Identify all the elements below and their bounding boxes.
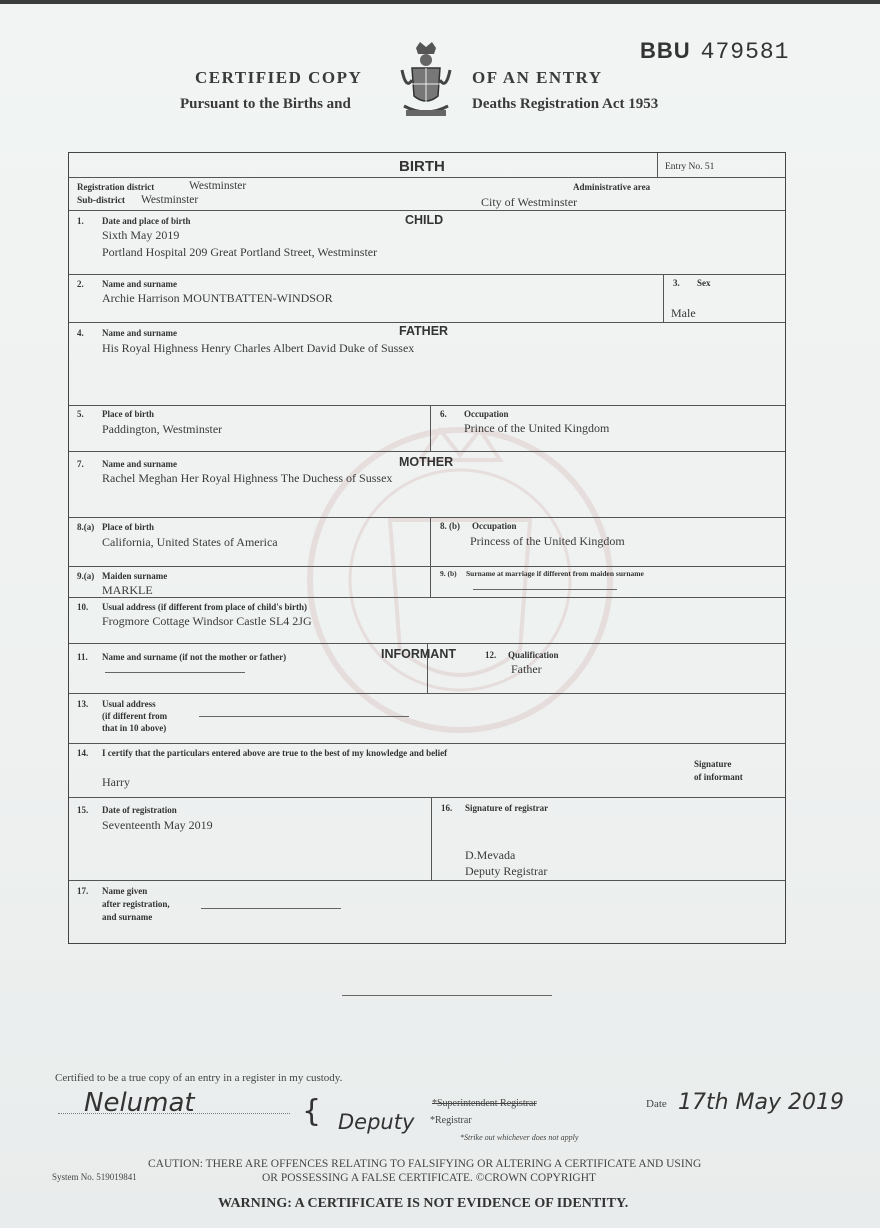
mother-birthplace-value: California, United States of America [102,535,278,549]
title-right: OF AN ENTRY [472,68,603,87]
field-13-number: 13. [77,699,89,709]
sub-district-label: Sub-district [77,196,126,206]
signature-informant-label-2: of informant [694,772,743,782]
name-given-label-1: Name given [102,886,148,896]
informant-address-label-1: Usual address [102,699,156,709]
date-of-birth-value: Sixth May 2019 [102,228,180,242]
superintendent-registrar: *Superintendent Registrar [432,1098,537,1109]
subtitle-left: Pursuant to the Births and [180,96,351,112]
certified-text: Certified to be a true copy of an entry in a register in my custody. [55,1072,343,1084]
caution-line-1: CAUTION: THERE ARE OFFENCES RELATING TO FALSIFYING OR ALTERING A CERTIFICATE AND USING [148,1158,702,1170]
field-16-number: 16. [441,803,453,813]
child-heading: CHILD [405,213,444,227]
mother-name-label: Name and surname [102,459,178,469]
registrar-signature-label: Signature of registrar [465,803,549,813]
father-name-value: His Royal Highness Henry Charles Albert David Duke of Sussex [102,341,415,355]
mother-birthplace-label: Place of birth [102,522,154,532]
divider-line [342,995,552,996]
subtitle-right: Deaths Registration Act 1953 [472,96,659,112]
handwritten-signature: Nelumat [84,1088,195,1118]
field-5-number: 5. [77,409,84,419]
strike-out-note: *Strike out whichever does not apply [460,1133,579,1142]
entry-number: Entry No. 51 [665,162,715,172]
place-of-birth-value: Portland Hospital 209 Great Portland Street, Westminster [102,245,378,259]
field-14-number: 14. [77,748,89,758]
administrative-area-label: Administrative area [573,182,651,192]
handwritten-brace: { [302,1094,322,1129]
field-15-number: 15. [77,805,89,815]
field-9a-number: 9.(a) [77,571,95,581]
mother-occupation-value: Princess of the United Kingdom [470,534,625,548]
caution-line-2: OR POSSESSING A FALSE CERTIFICATE. ©CROWN COPYRIGHT [262,1172,597,1184]
name-given-label-3: and surname [102,912,153,922]
informant-name-label: Name and surname (if not the mother or father) [102,652,287,662]
child-name-label: Name and surname [102,279,178,289]
father-heading: FATHER [399,324,449,338]
registration-date-value: Seventeenth May 2019 [102,818,213,832]
form-title: BIRTH [399,158,445,175]
sex-label: Sex [697,278,711,288]
top-edge [0,0,880,4]
registration-date-label: Date of registration [102,805,177,815]
administrative-area-value: City of Westminster [481,195,578,209]
informant-signature-value: Harry [102,775,130,789]
registration-district-value: Westminster [189,180,247,192]
father-occupation-value: Prince of the United Kingdom [464,421,610,435]
usual-address-label: Usual address (if different from place of child's birth) [102,602,307,612]
birth-entry-form [68,152,786,944]
registration-district-label: Registration district [77,182,155,192]
father-occupation-label: Occupation [464,409,509,419]
informant-heading: INFORMANT [381,647,456,661]
father-birthplace-value: Paddington, Westminster [102,422,223,436]
field-4-number: 4. [77,328,84,338]
field-9b-number: 9. (b) [440,569,457,578]
mother-occupation-label: Occupation [472,521,517,531]
warning-text: WARNING: A CERTIFICATE IS NOT EVIDENCE OF IDENTITY. [218,1196,629,1211]
mother-name-value: Rachel Meghan Her Royal Highness The Duchess of Sussex [102,471,393,485]
handwritten-deputy: Deputy [338,1110,415,1134]
mother-heading: MOTHER [399,455,454,469]
qualification-label: Qualification [508,650,559,660]
signature-informant-label-1: Signature [694,759,732,769]
registrar-name-value: D.Mevada [465,848,516,862]
date-label: Date [646,1098,667,1110]
royal-crest-icon [398,40,454,124]
field-3-number: 3. [673,278,680,288]
name-given-label-2: after registration, [102,899,170,909]
field-2-number: 2. [77,279,84,289]
field-8b-number: 8. (b) [440,521,460,531]
maiden-surname-label: Maiden surname [102,571,168,581]
informant-address-label-3: that in 10 above) [102,723,167,733]
date-place-birth-label: Date and place of birth [102,216,191,226]
field-8a-number: 8.(a) [77,522,95,532]
registrar-title-value: Deputy Registrar [465,864,548,878]
registrar-label: *Registrar [430,1115,472,1126]
field-10-number: 10. [77,602,89,612]
marriage-surname-label: Surname at marriage if different from maiden surname [466,569,644,578]
sex-value: Male [671,306,696,320]
father-birthplace-label: Place of birth [102,409,154,419]
system-number: System No. 519019841 [52,1172,137,1182]
sub-district-value: Westminster [141,194,199,206]
handwritten-date: 17th May 2019 [678,1090,845,1115]
father-name-label: Name and surname [102,328,178,338]
field-6-number: 6. [440,409,447,419]
usual-address-value: Frogmore Cottage Windsor Castle SL4 2JG [102,614,312,628]
serial-number: BBU 479581 [640,38,790,65]
certify-label: I certify that the particulars entered above are true to the best of my knowledge and belief [102,748,448,758]
field-7-number: 7. [77,459,84,469]
maiden-surname-value: MARKLE [102,583,153,597]
field-1-number: 1. [77,216,84,226]
informant-address-label-2: (if different from [102,711,168,721]
title-left: CERTIFIED COPY [195,68,363,87]
field-12-number: 12. [485,650,497,660]
child-name-value: Archie Harrison MOUNTBATTEN-WINDSOR [102,291,333,305]
field-17-number: 17. [77,886,89,896]
field-11-number: 11. [77,652,88,662]
qualification-value: Father [511,662,542,676]
